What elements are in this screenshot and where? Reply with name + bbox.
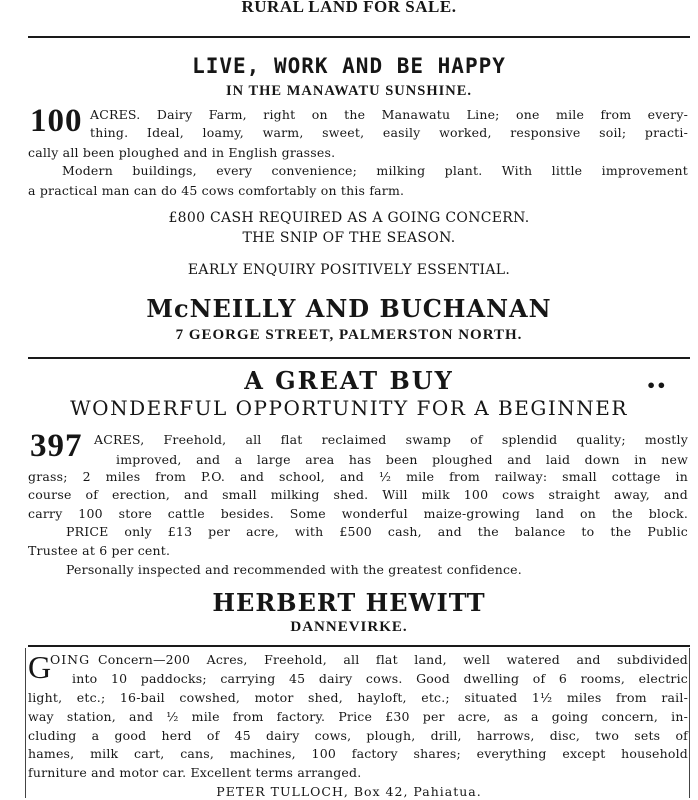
ad2-body-line-6: PRICE only £13 per acre, with £500 cash, and the balance to the Public (66, 524, 688, 539)
ad3-body-line-5: cluding a good herd of 45 dairy cows, plough, drill, harrows, disc, two sets of (28, 728, 688, 743)
ad1-snip-line: THE SNIP OF THE SEASON. (242, 230, 456, 246)
ad3-right-border (689, 648, 690, 798)
ad2-agent-name: HERBERT HEWITT (212, 588, 486, 617)
ad3-signature: PETER TULLOCH, Box 42, Pahiatua. (216, 784, 482, 799)
ad1-body-line-5: a practical man can do 45 cows comfortably on this farm. (28, 183, 405, 198)
ad3-drop-cap: G (28, 649, 52, 685)
ad2-lot-number: 397 (30, 428, 83, 464)
divider-2 (28, 645, 690, 647)
ad2-body-line-5: carry 100 store cattle besides. Some wonderful maize-growing land on the block. (28, 506, 688, 521)
ad3-body-line-7: furniture and motor car. Excellent terms arranged. (28, 765, 362, 780)
ad1-agent-address: 7 GEORGE STREET, PALMERSTON NORTH. (175, 327, 523, 343)
ad2-headline: A GREAT BUY (244, 366, 454, 395)
ad2-body-line-4: course of erection, and small milking shed. Will milk 100 cows straight away, and (28, 487, 688, 502)
ad1-headline: LIVE, WORK AND BE HAPPY (192, 54, 506, 78)
ad2-body-line-1: ACRES, Freehold, all flat reclaimed swamp of splendid quality; mostly (94, 432, 688, 447)
ad3-body-line-2: into 10 paddocks; carrying 45 dairy cows. Good dwelling of 6 rooms, electric (72, 671, 688, 686)
ad2-body-line-8: Personally inspected and recommended with the greatest confidence. (66, 562, 522, 577)
ad2-body-line-3: grass; 2 miles from P.O. and school, and ½ mile from railway: small cottage in (28, 469, 688, 484)
ad2-subheadline: WONDERFUL OPPORTUNITY FOR A BEGINNER (70, 396, 628, 420)
ad1-enquiry-line: EARLY ENQUIRY POSITIVELY ESSENTIAL. (187, 262, 511, 278)
top-divider (28, 36, 690, 38)
divider-1 (28, 357, 690, 359)
ad3-left-border (25, 648, 26, 798)
ad3-body-line-3: light, etc.; 16-bail cowshed, motor shed, hayloft, etc.; situated 1½ miles from rail- (28, 690, 688, 705)
ornament-dots-icon: •• (646, 376, 667, 395)
ad3-body-line-1: Concern—200 Acres, Freehold, all flat land, well watered and subdivided (98, 652, 688, 667)
ad1-subheadline: IN THE MANAWATU SUNSHINE. (225, 83, 473, 99)
ad1-body-line-4: Modern buildings, every convenience; milking plant. With little improvement (62, 163, 688, 178)
ad1-lot-number: 100 (30, 103, 83, 139)
ad2-body-line-7: Trustee at 6 per cent. (28, 543, 171, 558)
ad3-first-word: OING (50, 652, 91, 667)
ad1-body-line-1: ACRES. Dairy Farm, right on the Manawatu Line; one mile from every- (90, 107, 688, 122)
ad1-body-line-2: thing. Ideal, loamy, warm, sweet, easily worked, responsive soil; practi- (90, 125, 688, 140)
ad1-body-line-3: cally all been ploughed and in English grasses. (28, 145, 336, 160)
ad3-body-line-4: way station, and ½ mile from factory. Price £30 per acre, as a going concern, in- (28, 709, 688, 724)
ad2-agent-town: DANNEVIRKE. (290, 619, 408, 635)
ad2-body-line-2: improved, and a large area has been ploughed and laid down in new (116, 452, 688, 467)
ad3-body-line-6: hames, milk cart, cans, machines, 100 factory shares; everything except household (28, 746, 688, 761)
ad1-cash-line: £800 CASH REQUIRED AS A GOING CONCERN. (168, 210, 530, 226)
ad1-agent-name: McNEILLY AND BUCHANAN (146, 294, 552, 323)
section-header: RURAL LAND FOR SALE. (241, 0, 457, 16)
